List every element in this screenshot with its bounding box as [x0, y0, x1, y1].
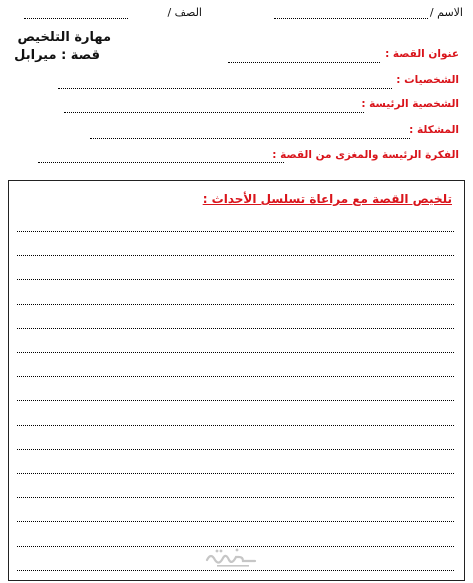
main-idea-label: الفكرة الرئيسة والمغزى من القصة : — [272, 149, 459, 161]
summary-writing-line[interactable] — [17, 400, 454, 401]
summary-writing-line[interactable] — [17, 521, 454, 522]
summary-writing-line[interactable] — [17, 255, 454, 256]
problem-label: المشكلة : — [409, 124, 459, 136]
summary-writing-line[interactable] — [17, 352, 454, 353]
main-character-line[interactable] — [64, 112, 364, 113]
characters-label: الشخصيات : — [396, 74, 459, 86]
story-title-label: عنوان القصة : — [385, 48, 459, 60]
class-line[interactable] — [24, 18, 128, 19]
summary-writing-line[interactable] — [17, 231, 454, 232]
summary-writing-line[interactable] — [17, 425, 454, 426]
summary-writing-line[interactable] — [17, 497, 454, 498]
summary-writing-line[interactable] — [17, 473, 454, 474]
characters-line[interactable] — [58, 88, 392, 89]
summary-box — [8, 180, 465, 581]
main-idea-line[interactable] — [38, 162, 284, 163]
story-title: قصة : ميرابل — [14, 48, 100, 63]
main-character-label: الشخصية الرئيسة : — [361, 98, 459, 110]
summary-writing-line[interactable] — [17, 328, 454, 329]
story-title-line[interactable] — [228, 62, 380, 63]
name-line[interactable] — [274, 18, 428, 19]
summary-writing-line[interactable] — [17, 304, 454, 305]
summary-writing-line[interactable] — [17, 376, 454, 377]
summary-writing-line[interactable] — [17, 449, 454, 450]
summary-title: تلخيص القصة مع مراعاة تسلسل الأحداث : — [202, 192, 452, 206]
problem-line[interactable] — [90, 138, 410, 139]
watermark-logo — [203, 544, 263, 570]
skill-title: مهارة التلخيص — [17, 30, 111, 45]
summary-writing-line[interactable] — [17, 279, 454, 280]
name-label: الاسم / — [429, 6, 463, 19]
class-label: الصف / — [167, 6, 202, 19]
